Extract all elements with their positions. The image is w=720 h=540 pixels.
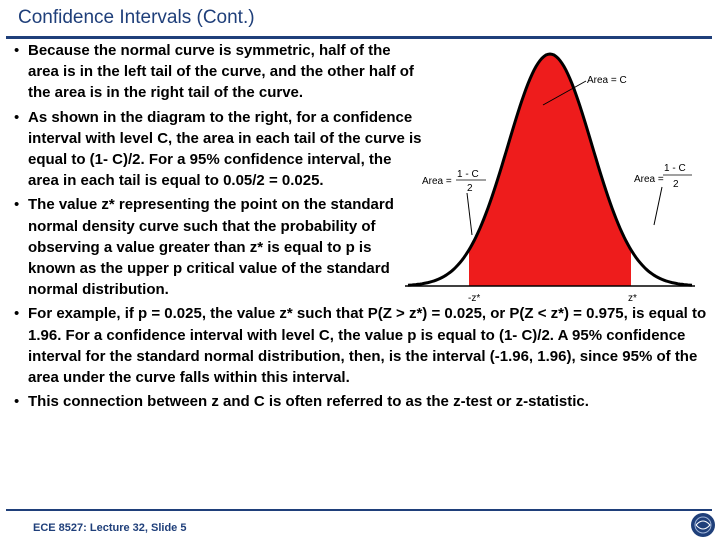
bullet-4 bbox=[14, 303, 718, 388]
normal-curve-diagram bbox=[400, 45, 700, 310]
bullet-dot: • bbox=[14, 42, 20, 59]
area-c-label: Area = C bbox=[587, 75, 627, 86]
bullet-1-text: Because the normal curve is symmetric, half of the area is in the left tail of the curve, and the other half of the area is in the right tail of the curve. bbox=[28, 42, 414, 102]
bullet-5 bbox=[14, 391, 718, 412]
bullet-2-text: As shown in the diagram to the right, for a confidence interval with level C, the area in each tail of the curve is equal to (1- C)/2. For a 95% confidence interval, the area in each tail is equal to 0.05/2 = 0.025. bbox=[28, 108, 422, 190]
bullet-5-text: This connection between z and C is often referred to as the z-test or z-statistic. bbox=[28, 393, 589, 411]
slide-title: Confidence Intervals (Cont.) bbox=[18, 7, 255, 28]
bullet-3-text: The value z* representing the point on the standard normal density curve such that the probability of observing a value greater than z* is equal to p is known as the upper p critical value of the standard normal distribution. bbox=[28, 196, 394, 299]
university-logo-icon bbox=[690, 512, 716, 538]
central-area-fill bbox=[469, 54, 631, 286]
bullet-1 bbox=[14, 40, 423, 104]
left-tail-den: 2 bbox=[467, 183, 473, 194]
bullet-3 bbox=[14, 194, 423, 300]
left-tail-arrow bbox=[467, 193, 472, 235]
right-area-label: Area = bbox=[634, 174, 664, 185]
z-star-label: z* bbox=[628, 293, 637, 304]
bullet-4-text: For example, if p = 0.025, the value z* such that P(Z > z*) = 0.025, or P(Z < z*) = 0.975, is equal to 1.96. For a confidence interval with level C, the value p is equal to (1- C)/2. A 95% confidence interval for the standard normal distribution, then, is the interval (-1.96, 1.96), since 95% of the area under the curve falls within this interval. bbox=[28, 305, 707, 387]
footer-rule bbox=[6, 509, 712, 511]
bullet-2 bbox=[14, 107, 423, 192]
bullet-dot: • bbox=[14, 196, 20, 214]
right-tail-den: 2 bbox=[673, 179, 679, 190]
slide-footer: ECE 8527: Lecture 32, Slide 5 bbox=[33, 522, 187, 534]
title-rule bbox=[6, 36, 712, 39]
neg-z-star-label: -z* bbox=[468, 293, 481, 304]
bullet-dot: • bbox=[14, 108, 20, 126]
bullet-dot: • bbox=[14, 393, 20, 411]
right-tail-arrow bbox=[654, 187, 662, 225]
left-tail-num: 1 - C bbox=[457, 169, 479, 180]
right-tail-num: 1 - C bbox=[664, 163, 686, 174]
left-area-label: Area = bbox=[422, 176, 452, 187]
bullet-dot: • bbox=[14, 305, 20, 323]
